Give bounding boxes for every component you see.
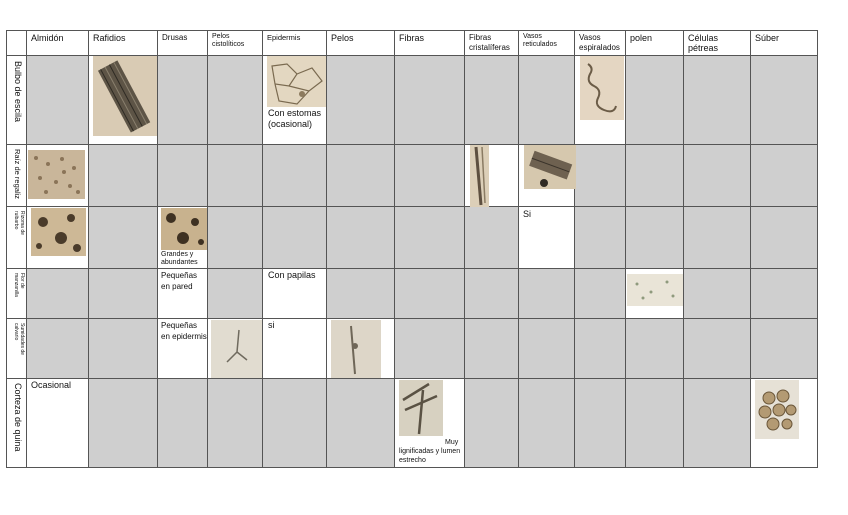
- row-label-manzanilla-text: Flor de manzanilla: [13, 273, 25, 297]
- table-cell: [263, 207, 327, 269]
- table-cell: [158, 56, 208, 145]
- table-cell: [465, 56, 519, 145]
- table-cell: [465, 269, 519, 319]
- table-cell: [27, 379, 89, 468]
- row-label-escila: [6, 56, 27, 145]
- table-cell: [465, 319, 519, 379]
- table-cell: [395, 269, 465, 319]
- micrograph-calvario-pelos: [331, 320, 381, 378]
- micrograph-quina-suber: [755, 380, 799, 439]
- table-cell: [626, 207, 684, 269]
- table-cell: [327, 56, 395, 145]
- header-epidermis: [263, 30, 327, 56]
- table-cell: [89, 269, 158, 319]
- table-cell: [465, 379, 519, 468]
- micrograph-regaliz-fibras-cristaliferas: [470, 145, 489, 207]
- row-label-ruibarbo: [6, 207, 27, 269]
- row-label-escila-text: Bulbo de escila: [13, 61, 23, 123]
- header-pelos-label: Pelos: [331, 33, 354, 43]
- header-epidermis-label: Epidermis: [267, 33, 301, 42]
- header-pelos-cistoliticos: [208, 30, 263, 56]
- table-cell: [208, 56, 263, 145]
- table-cell: [89, 207, 158, 269]
- table-cell: [395, 56, 465, 145]
- table-cell: [519, 319, 575, 379]
- header-almidon: [27, 30, 89, 56]
- micrograph-calvario-pelos-cistoliticos: [211, 320, 262, 378]
- cell-calvario-epidermis: si: [268, 320, 275, 330]
- table-cell: [626, 319, 684, 379]
- table-cell: [626, 145, 684, 207]
- row-label-regaliz: [6, 145, 27, 207]
- row-label-manzanilla: [6, 269, 27, 319]
- table-cell: [519, 379, 575, 468]
- header-drusas: [158, 30, 208, 56]
- header-vasos-reticulados: [519, 30, 575, 56]
- cell-ruibarbo-vasos-reticulados: Si: [523, 209, 532, 219]
- micrograph-escila-rafidios: [93, 56, 157, 136]
- cell-escila-epidermis: Con estomas (ocasional): [268, 108, 322, 129]
- header-suber: [751, 30, 818, 56]
- table-cell: [263, 379, 327, 468]
- row-label-quina: [6, 379, 27, 468]
- table-cell: [208, 269, 263, 319]
- header-drusas-label: Drusas: [162, 33, 188, 42]
- micrograph-quina-fibras: [399, 380, 443, 436]
- table-cell: [158, 145, 208, 207]
- header-fibras-cristaliferas: [465, 30, 519, 56]
- row-label-regaliz-text: Raíz de regaliz: [13, 149, 22, 200]
- cell-calvario-drusas: Pequeñas en epidermis: [161, 321, 207, 341]
- table-cell: [751, 56, 818, 145]
- header-fibras-cristaliferas-label: Fibras cristalíferas: [469, 33, 510, 52]
- header-rafidios-label: Rafidios: [93, 33, 126, 43]
- table-cell: [751, 207, 818, 269]
- micrograph-regaliz-vasos-reticulados: [524, 145, 576, 189]
- cell-quina-almidon: Ocasional: [31, 380, 72, 390]
- table-cell: [684, 56, 751, 145]
- table-cell: [208, 145, 263, 207]
- table-cell: [626, 379, 684, 468]
- table-cell: [751, 145, 818, 207]
- table-cell: [89, 319, 158, 379]
- table-cell: [327, 379, 395, 468]
- table-cell: [27, 56, 89, 145]
- table-cell: [575, 207, 626, 269]
- row-label-ruibarbo-text: Rizoma de ruibarbo: [13, 211, 25, 235]
- table-cell: [575, 145, 626, 207]
- micrograph-ruibarbo-drusas: [161, 208, 207, 250]
- micrograph-regaliz-almidon: [28, 150, 85, 199]
- table-cell: [684, 269, 751, 319]
- table-cell: [263, 145, 327, 207]
- table-cell: [575, 379, 626, 468]
- cell-manzanilla-epidermis: Con papilas: [268, 270, 316, 280]
- cell-manzanilla-drusas: Pequeñas en pared: [161, 271, 198, 291]
- table-cell: [465, 207, 519, 269]
- header-pelos-cistoliticos-label: Pelos cistolíticos: [212, 33, 245, 48]
- table-cell: [89, 145, 158, 207]
- micrograph-escila-epidermis: [267, 56, 326, 107]
- cell-ruibarbo-drusas: Grandes y abundantes: [161, 251, 198, 266]
- header-celulas-petreas: [684, 30, 751, 56]
- table-cell: [684, 319, 751, 379]
- table-cell: [575, 269, 626, 319]
- table-cell: [327, 207, 395, 269]
- cell-quina-fibras: Muy lignificadas y lumen estrecho: [399, 439, 461, 464]
- header-celulas-petreas-label: Células pétreas: [688, 33, 719, 53]
- header-polen-label: polen: [630, 33, 653, 43]
- row-label-quina-text: Corteza de quina: [13, 383, 23, 452]
- table-cell: [684, 207, 751, 269]
- table-cell: [626, 56, 684, 145]
- table-cell: [327, 269, 395, 319]
- micrograph-manzanilla-polen: [627, 274, 683, 306]
- header-rafidios: [89, 30, 158, 56]
- table-cell: [89, 379, 158, 468]
- header-fibras: [395, 30, 465, 56]
- table-cell: [519, 56, 575, 145]
- table-cell: [27, 269, 89, 319]
- table-cell: [519, 269, 575, 319]
- row-label-calvario-text: Sumidades de calvario: [13, 323, 25, 355]
- table-cell: [395, 207, 465, 269]
- table-cell: [158, 379, 208, 468]
- row-label-calvario: [6, 319, 27, 379]
- table-cell: [751, 269, 818, 319]
- table-cell: [751, 319, 818, 379]
- table-cell: [208, 379, 263, 468]
- header-vasos-espiralados: [575, 30, 626, 56]
- micrograph-ruibarbo-almidon: [31, 208, 86, 256]
- header-polen: [626, 30, 684, 56]
- table-cell: [327, 145, 395, 207]
- header-vasos-reticulados-label: Vasos reticulados: [523, 33, 557, 48]
- table-cell: [395, 319, 465, 379]
- header-almidon-label: Almidón: [31, 33, 64, 43]
- table-cell: [395, 145, 465, 207]
- micrograph-escila-vasos-espiralados: [580, 56, 624, 120]
- header-pelos: [327, 30, 395, 56]
- header-corner: [6, 30, 27, 56]
- header-vasos-espiralados-label: Vasos espiralados: [579, 33, 620, 52]
- table-cell: [575, 319, 626, 379]
- header-suber-label: Súber: [755, 33, 780, 43]
- table-cell: [684, 145, 751, 207]
- table-cell: [208, 207, 263, 269]
- table-cell: [684, 379, 751, 468]
- header-fibras-label: Fibras: [399, 33, 425, 43]
- table-cell: [27, 319, 89, 379]
